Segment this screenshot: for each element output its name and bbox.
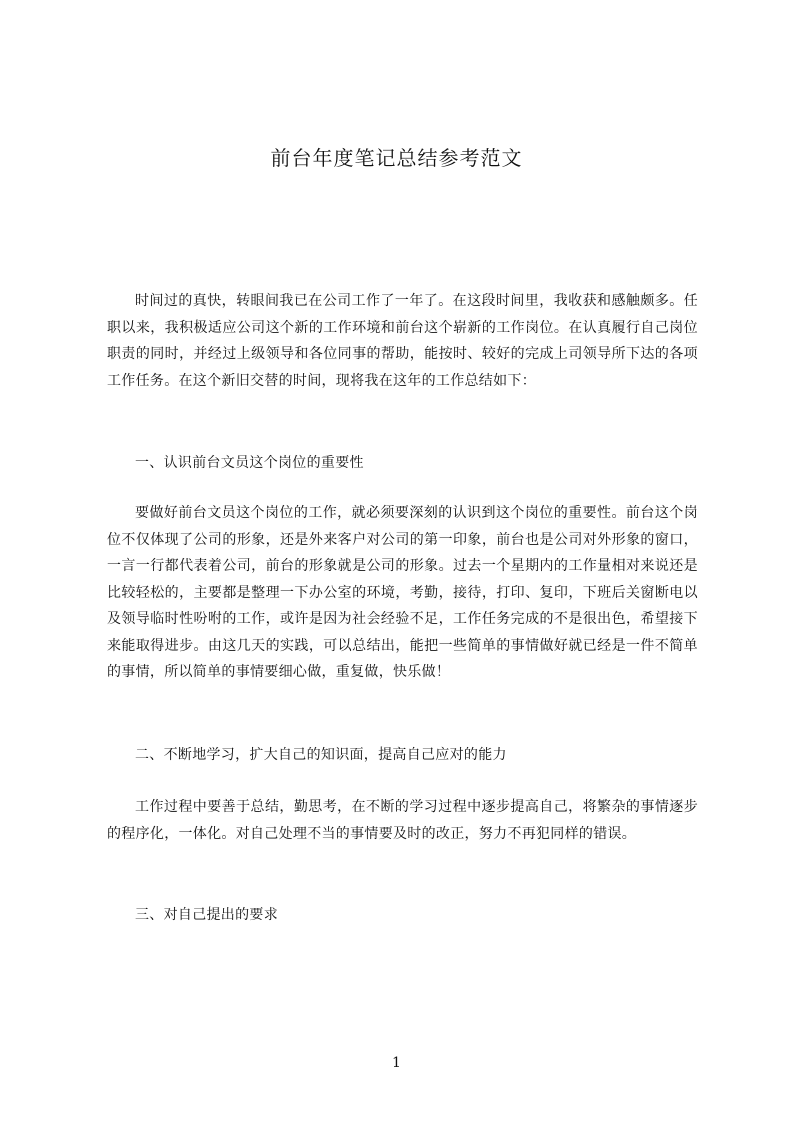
section-heading-2: 二、不断地学习，扩大自己的知识面，提高自己应对的能力 [135, 747, 507, 763]
section-2-paragraph: 工作过程中要善于总结，勤思考，在不断的学习过程中逐步提高自己，将繁杂的事情逐步的程序化，一体化。对自己处理不当的事情要及时的改正，努力不再犯同样的错误。 [107, 799, 698, 842]
section-heading-1: 一、认识前台文员这个岗位的重要性 [135, 455, 364, 471]
section-heading-3: 三、对自己提出的要求 [135, 907, 278, 923]
section-1-paragraph: 要做好前台文员这个岗位的工作，就必须要深刻的认识到这个岗位的重要性。前台这个岗位不仅体现了公司的形象，还是外来客户对公司的第一印象，前台也是公司对外形象的窗口，一言一行都代表着公司，前台的形象就是公司的形象。过去一个星期内的工作量相对来说还是比较轻松的，主要都是整理一下办公室的环境，考勤，接待，打印、复印，下班后关窗断电以及领导临时性吩咐的工作，或许是因为社会经验不足，工作任务完成的不是很出色，希望接下来能取得进步。由这几天的实践，可以总结出，能把一些简单的事情做好就已经是一件不简单的事情，所以简单的事情要细心做，重复做，快乐做！ [107, 505, 698, 680]
intro-paragraph: 时间过的真快，转眼间我已在公司工作了一年了。在这段时间里，我收获和感触颇多。任职以来，我积极适应公司这个新的工作环境和前台这个崭新的工作岗位。在认真履行自己岗位职责的同时，并经过上级领导和各位同事的帮助，能按时、较好的完成上司领导所下达的各项工作任务。在这个新旧交替的时间，现将我在这年的工作总结如下： [107, 293, 698, 389]
page-number: 1 [392, 1055, 401, 1071]
document-title: 前台年度笔记总结参考范文 [270, 146, 523, 170]
